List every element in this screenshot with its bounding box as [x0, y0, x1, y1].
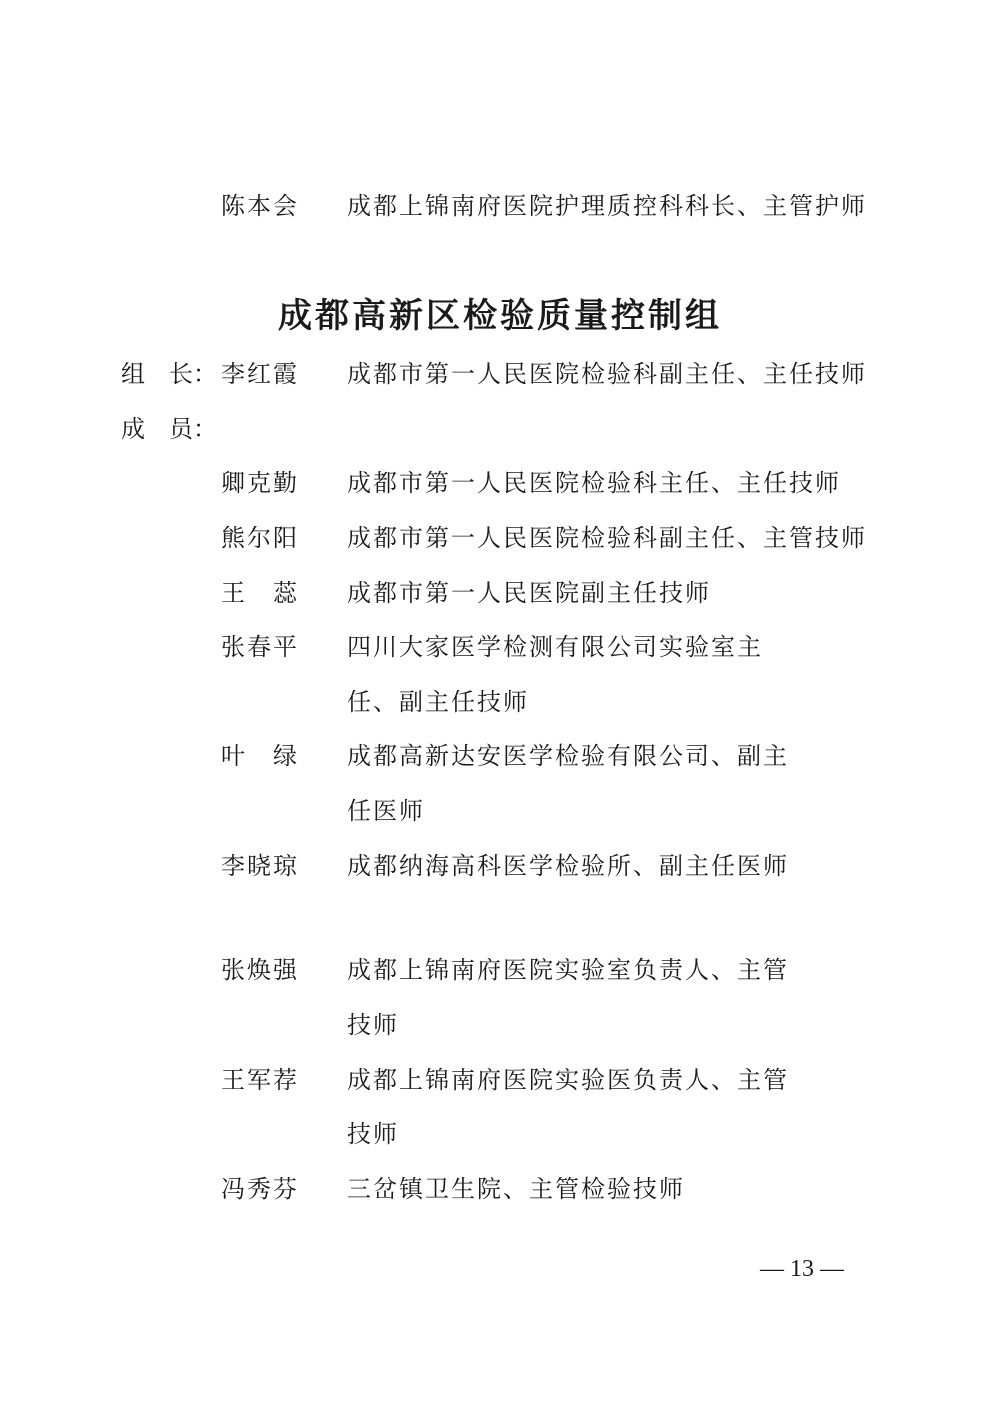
- leader-label: 组 长：: [121, 360, 217, 388]
- member-name: 熊尔阳: [221, 524, 299, 552]
- member-name: 叶 绿: [221, 742, 299, 770]
- member-desc: 成都纳海高科医学检验所、副主任医师: [347, 852, 789, 880]
- member-desc: 成都高新达安医学检验有限公司、副主: [347, 742, 789, 770]
- member-name: 李晓琼: [221, 852, 299, 880]
- member-name: 张焕强: [221, 956, 299, 984]
- member-desc-continued: 技师: [347, 1011, 399, 1039]
- member-desc: 成都上锦南府医院实验室负责人、主管: [347, 956, 789, 984]
- prev-entry-desc: 成都上锦南府医院护理质控科科长、主管护师: [347, 192, 867, 220]
- leader-desc: 成都市第一人民医院检验科副主任、主任技师: [347, 360, 867, 388]
- member-desc: 成都上锦南府医院实验医负责人、主管: [347, 1066, 789, 1094]
- member-desc-continued: 技师: [347, 1120, 399, 1148]
- members-label: 成 员：: [121, 415, 217, 443]
- member-desc-continued: 任医师: [347, 797, 425, 825]
- member-name: 张春平: [221, 633, 299, 661]
- member-name: 卿克勤: [221, 469, 299, 497]
- leader-name: 李红霞: [221, 360, 299, 388]
- member-desc: 成都市第一人民医院检验科主任、主任技师: [347, 469, 841, 497]
- page-number: — 13 —: [760, 1256, 844, 1282]
- member-desc: 四川大家医学检测有限公司实验室主: [347, 633, 763, 661]
- member-name: 冯秀芬: [221, 1175, 299, 1203]
- member-desc: 成都市第一人民医院检验科副主任、主管技师: [347, 524, 867, 552]
- section-title: 成都高新区检验质量控制组: [278, 296, 722, 336]
- member-name: 王军荐: [221, 1066, 299, 1094]
- member-desc: 成都市第一人民医院副主任技师: [347, 579, 711, 607]
- member-desc-continued: 任、副主任技师: [347, 688, 529, 716]
- member-desc: 三岔镇卫生院、主管检验技师: [347, 1175, 685, 1203]
- member-name: 王 蕊: [221, 579, 299, 607]
- prev-entry-name: 陈本会: [221, 192, 299, 220]
